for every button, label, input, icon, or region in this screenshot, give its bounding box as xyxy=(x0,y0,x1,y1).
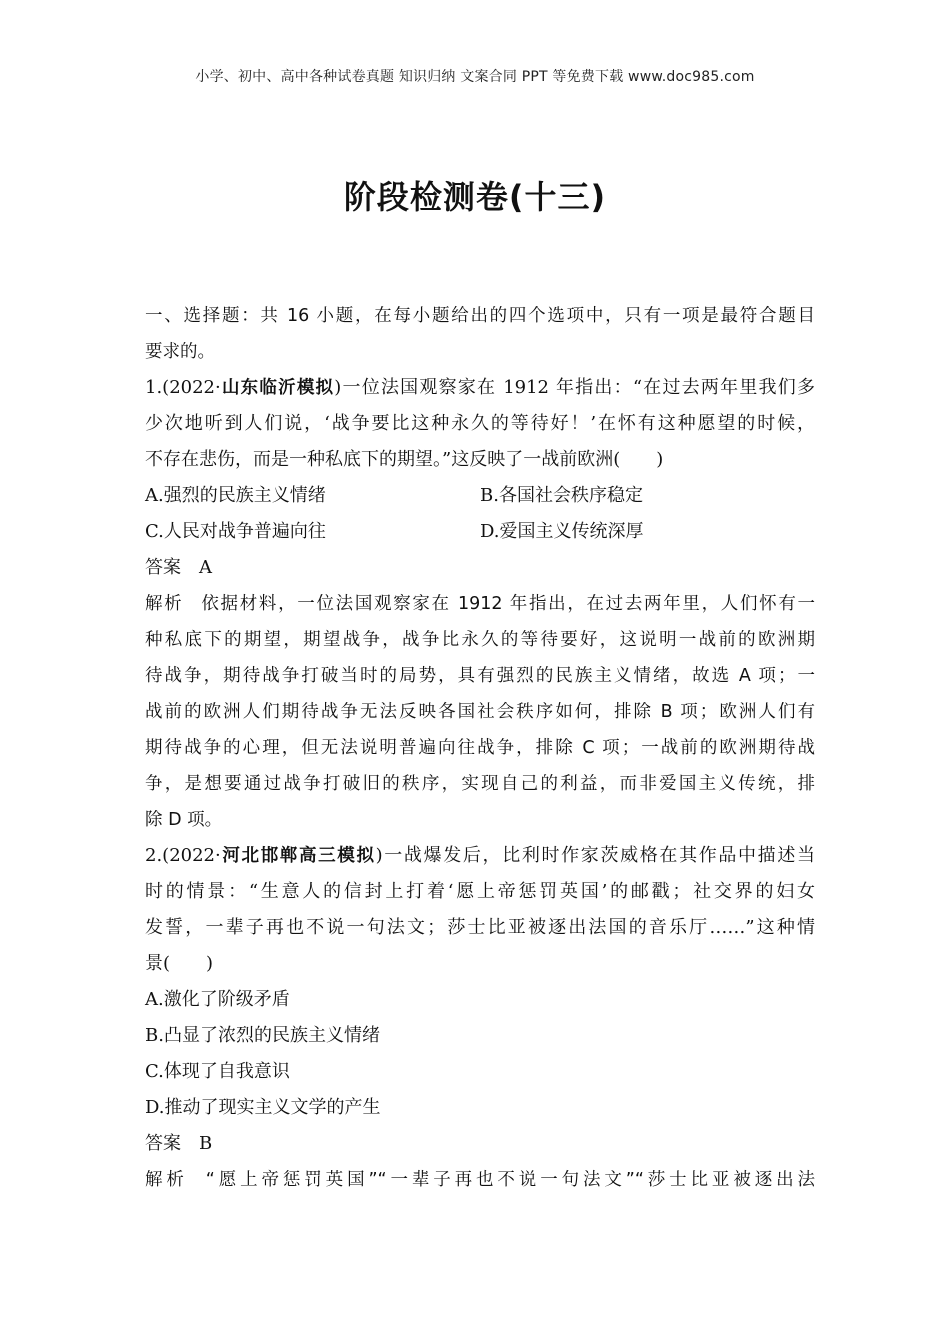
q1-option-b: B.各国社会秩序稳定 xyxy=(480,485,643,506)
q1-option-d: D.爱国主义传统深厚 xyxy=(480,521,644,542)
q2-source: 河北邯郸高三模拟 xyxy=(220,846,376,866)
q2-analysis-text-1: “愿上帝惩罚英国”“一辈子再也不说一句法文”“莎士比亚被逐出法 xyxy=(205,1170,815,1190)
q2-option-a: A.激化了阶级矛盾 xyxy=(145,989,290,1010)
q2-stem-line-4: 景( ) xyxy=(145,953,214,974)
q1-option-c: C.人民对战争普遍向往 xyxy=(145,521,326,542)
q1-analysis-text-1: 依据材料，一位法国观察家在 1912 年指出，在过去两年里，人们怀有一 xyxy=(201,594,815,614)
q1-analysis-line-6: 争，是想要通过战争打破旧的秩序，实现自己的利益，而非爱国主义传统，排 xyxy=(145,774,815,794)
q1-answer-label: 答案 xyxy=(145,557,181,578)
q1-source: 山东临沂模拟 xyxy=(220,378,335,398)
q1-stem-line-1 xyxy=(145,370,815,406)
q2-stem-line-1-text: )一战爆发后，比利时作家茨威格在其作品中描述当 xyxy=(375,845,815,866)
q1-analysis-line-2: 种私底下的期望，期望战争，战争比永久的等待要好，这说明一战前的欧洲期 xyxy=(145,630,815,650)
q2-answer xyxy=(145,1126,815,1162)
q2-stem-line-3: 发誓，一辈子再也不说一句法文；莎士比亚被逐出法国的音乐厅……”这种情 xyxy=(145,917,815,938)
q2-option-b: B.凸显了浓烈的民族主义情绪 xyxy=(145,1025,380,1046)
q1-options-row-2 xyxy=(145,514,815,550)
q2-option-d: D.推动了现实主义文学的产生 xyxy=(145,1097,381,1118)
q1-answer-value: A xyxy=(199,557,212,578)
q1-analysis-line-5: 期待战争的心理，但无法说明普遍向往战争，排除 C 项；一战前的欧洲期待战 xyxy=(145,738,815,758)
q1-analysis-line-7: 除 D 项。 xyxy=(145,810,223,830)
page-title: 阶段检测卷(十三) xyxy=(343,178,607,216)
q2-stem-line-1 xyxy=(145,838,815,874)
q1-analysis-line-1 xyxy=(145,586,815,622)
q2-number: 2.(2022· xyxy=(145,845,221,866)
q1-stem-line-3: 不存在悲伤，而是一种私底下的期望。”这反映了一战前欧洲( ) xyxy=(145,449,664,470)
q2-stem-line-2: 时的情景：“生意人的信封上打着‘愿上帝惩罚英国’的邮戳；社交界的妇女 xyxy=(145,881,815,902)
section-instruction-line-2: 要求的。 xyxy=(145,342,215,362)
q1-option-a: A.强烈的民族主义情绪 xyxy=(145,485,326,506)
q1-stem-line-1-text: )一位法国观察家在 1912 年指出：“在过去两年里我们多 xyxy=(334,377,815,398)
q1-answer xyxy=(145,550,815,586)
document-body xyxy=(145,298,815,1198)
q1-stem-line-2: 少次地听到人们说，‘战争要比这种永久的等待好！’在怀有这种愿望的时候， xyxy=(145,413,815,434)
q1-analysis-line-4: 战前的欧洲人们期待战争无法反映各国社会秩序如何，排除 B 项；欧洲人们有 xyxy=(145,702,815,722)
q1-analysis-line-3: 待战争，期待战争打破当时的局势，具有强烈的民族主义情绪，故选 A 项；一 xyxy=(145,666,815,686)
q1-options-row-1 xyxy=(145,478,815,514)
section-instruction-line-1: 一、选择题：共 16 小题，在每小题给出的四个选项中，只有一项是最符合题目 xyxy=(145,306,815,326)
page-header: 小学、初中、高中各种试卷真题 知识归纳 文案合同 PPT 等免费下载 www.doc985.com xyxy=(195,69,755,85)
q2-analysis-label: 解析 xyxy=(145,1170,188,1190)
q2-option-c: C.体现了自我意识 xyxy=(145,1061,290,1082)
q1-number: 1.(2022· xyxy=(145,377,221,398)
q1-analysis-label: 解析 xyxy=(145,594,184,614)
q2-analysis-line-1 xyxy=(145,1162,815,1198)
q2-answer-value: B xyxy=(199,1133,213,1154)
q2-answer-label: 答案 xyxy=(145,1133,181,1154)
